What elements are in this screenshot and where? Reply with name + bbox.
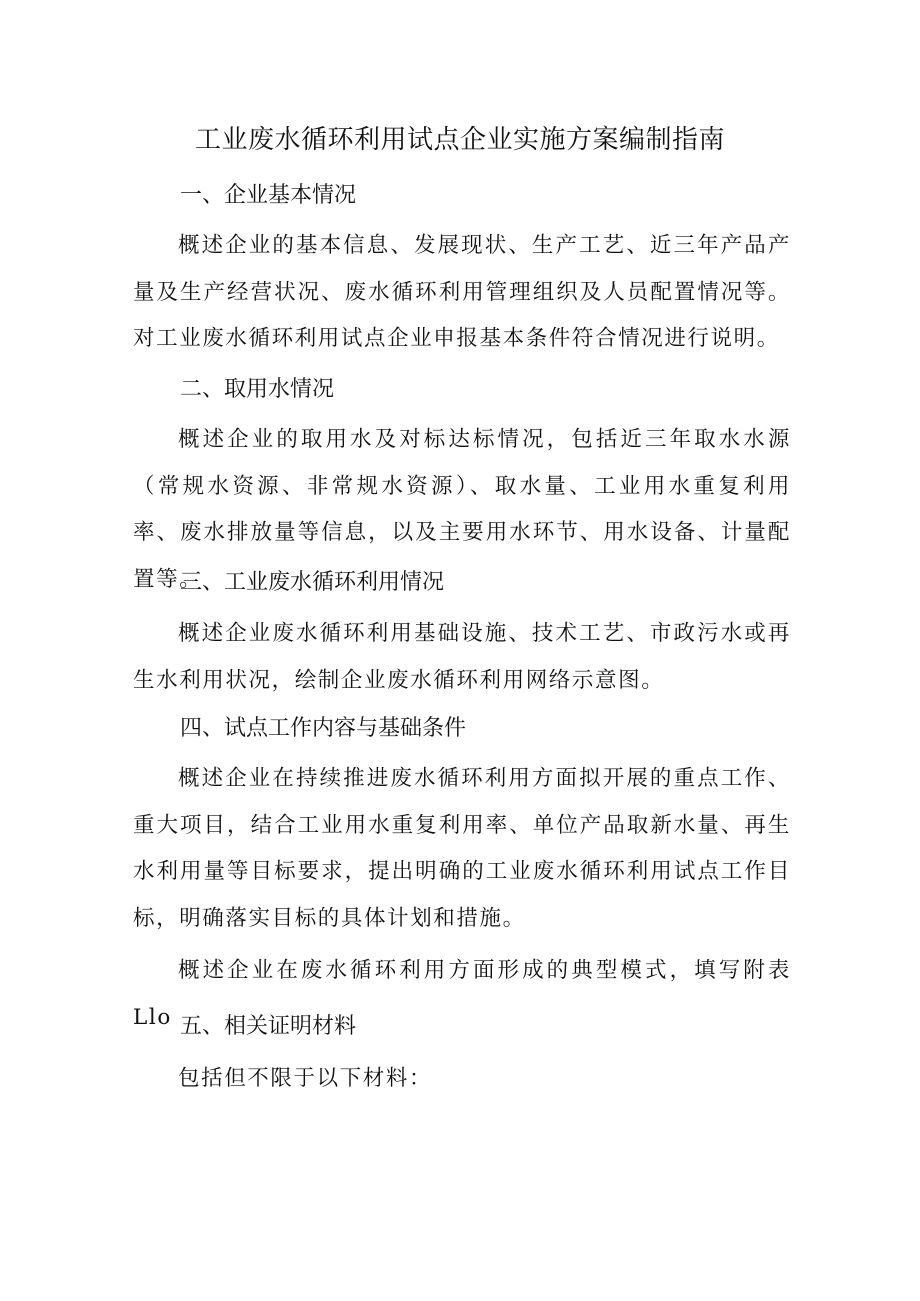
section-paragraph-supporting-materials: 包括但不限于以下材料： <box>178 1066 433 1091</box>
document-title: 工业废水循环利用试点企业实施方案编制指南 <box>194 125 725 155</box>
section-heading-pilot-work: 四、试点工作内容与基础条件 <box>180 716 467 741</box>
section-heading-wastewater-recycling: 三、工业废水循环利用情况 <box>180 570 445 595</box>
section-paragraph-pilot-work: 概述企业在持续推进废水循环利用方面拟开展的重点工作、重大项目，结合工业用水重复利用率、单位产品取新水量、再生水利用量等目标要求，提出明确的工业废水循环利用试点工作目标，明确落实目标的具体计划和措施。 <box>133 766 791 931</box>
section-paragraph-basic-info: 概述企业的基本信息、发展现状、生产工艺、近三年产品产量及生产经营状况、废水循环利用管理组织及人员配置情况等。对工业废水循环利用试点企业申报基本条件符合情况进行说明。 <box>133 233 791 351</box>
section-heading-water-use: 二、取用水情况 <box>180 377 335 402</box>
section-paragraph-typical-mode: 概述企业在废水循环利用方面形成的典型模式，填写附表Llo <box>133 958 791 1030</box>
section-paragraph-water-use: 概述企业的取用水及对标达标情况，包括近三年取水水源（常规水资源、非常规水资源）、取水量、工业用水重复利用率、废水排放量等信息，以及主要用水环节、用水设备、计量配置等。 <box>133 427 791 592</box>
section-paragraph-wastewater-recycling: 概述企业废水循环利用基础设施、技术工艺、市政污水或再生水利用状况，绘制企业废水循环利用网络示意图。 <box>133 621 791 693</box>
section-heading-basic-info: 一、企业基本情况 <box>180 183 357 208</box>
section-heading-supporting-materials: 五、相关证明材料 <box>180 1014 357 1039</box>
